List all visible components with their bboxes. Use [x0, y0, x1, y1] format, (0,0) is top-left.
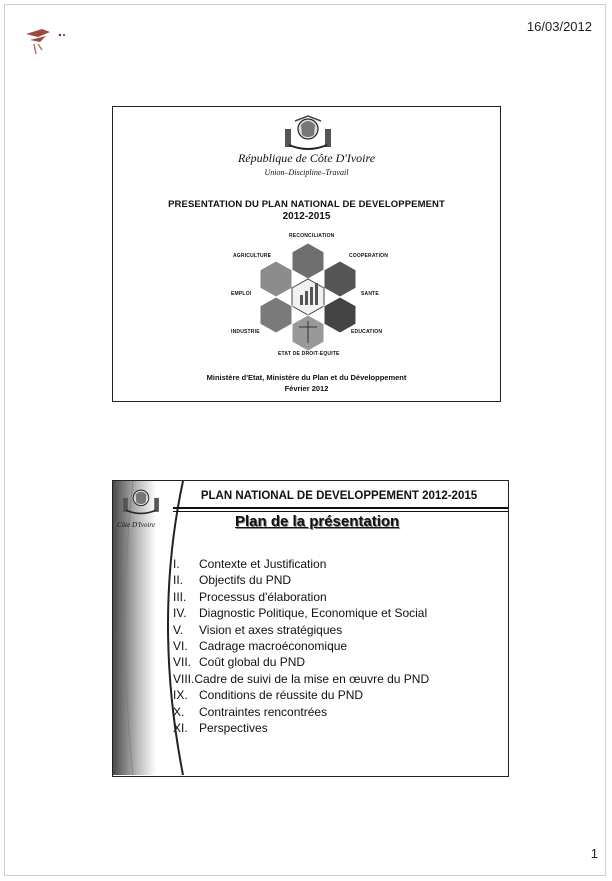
agenda-item-number: VII.: [173, 655, 192, 670]
agenda-item-number: I.: [173, 557, 180, 571]
agenda-item-number: X.: [173, 704, 185, 719]
agenda-item-number: IV.: [173, 606, 187, 621]
agenda-item-text: Cadre de suivi de la mise en œuvre du PND: [194, 671, 430, 686]
agenda-item-text: Processus d'élaboration: [199, 589, 327, 604]
ink-stamp-mark: [20, 20, 80, 60]
agenda-item: [173, 671, 429, 687]
agenda-list: [173, 556, 429, 736]
agenda-item-text: Perspectives: [199, 721, 268, 736]
agenda-item-text: Vision et axes stratégiques: [199, 622, 343, 637]
agenda-item: [173, 638, 429, 654]
agenda-item-number: II.: [173, 573, 184, 588]
agenda-item-text: Objectifs du PND: [199, 573, 292, 588]
agenda-item-number: III.: [173, 589, 187, 604]
print-date: 16/03/2012: [526, 19, 592, 34]
header-rule-thin: [173, 511, 509, 512]
agenda-item: [173, 720, 429, 736]
agenda-item: [173, 556, 429, 572]
hex-label-industrie: INDUSTRIE: [231, 329, 260, 335]
agenda-item: [173, 687, 429, 703]
presentation-title: PRESENTATION DU PLAN NATIONAL DE DEVELOPPEMENT: [168, 199, 445, 210]
agenda-item-number: IX.: [173, 688, 188, 703]
agenda-item-number: VIII.: [173, 671, 195, 686]
header-rule: [173, 507, 509, 509]
hex-label-reconciliation: RECONCILIATION: [289, 233, 335, 239]
hex-label-cooperation: COOPERATION: [349, 253, 389, 259]
slide-header: PLAN NATIONAL DE DEVELOPPEMENT 2012-2015: [200, 490, 478, 502]
hex-label-sante: SANTE: [361, 291, 379, 297]
agenda-item: [173, 572, 429, 588]
agenda-item: [173, 622, 429, 638]
side-country-label: Côte D'Ivoire: [117, 521, 155, 529]
page-number: 1: [590, 846, 598, 861]
agenda-item-text: Diagnostic Politique, Economique et Social: [199, 606, 428, 621]
slide-cover: [112, 106, 501, 402]
agenda-item-number: XI.: [173, 721, 188, 736]
hex-label-agriculture: AGRICULTURE: [233, 253, 272, 259]
agenda-item-text: Conditions de réussite du PND: [199, 688, 364, 703]
agenda-item: [173, 654, 429, 670]
agenda-item-text: Coût global du PND: [199, 655, 306, 670]
hex-label-education: EDUCATION: [351, 329, 383, 335]
ministry-name: Ministère d'Etat, Ministère du Plan et du Développement: [206, 373, 407, 382]
coat-of-arms-icon: [281, 115, 335, 151]
cover-date: Février 2012: [284, 384, 329, 393]
hex-label-etat-de-droit: ETAT DE DROIT-EQUITE: [278, 351, 340, 357]
republic-name: République de Côte D'Ivoire: [237, 151, 376, 165]
agenda-item-text: Contraintes rencontrées: [199, 704, 328, 719]
agenda-item-number: VI.: [173, 639, 188, 654]
hexagon-diagram: [223, 235, 393, 359]
slide-agenda: [112, 480, 509, 777]
coat-of-arms-icon: [120, 485, 162, 517]
agenda-item: [173, 605, 429, 621]
agenda-item-number: V.: [173, 622, 184, 637]
agenda-title: Plan de la présentation: [235, 513, 400, 530]
republic-motto: Union–Discipline–Travail: [264, 168, 349, 177]
agenda-item: [173, 589, 429, 605]
hex-label-emploi: EMPLOI: [231, 291, 252, 297]
agenda-item-text: Cadrage macroéconomique: [199, 639, 348, 654]
agenda-item: [173, 704, 429, 720]
agenda-item-text: Contexte et Justification: [199, 557, 327, 571]
presentation-years: 2012-2015: [282, 211, 331, 222]
